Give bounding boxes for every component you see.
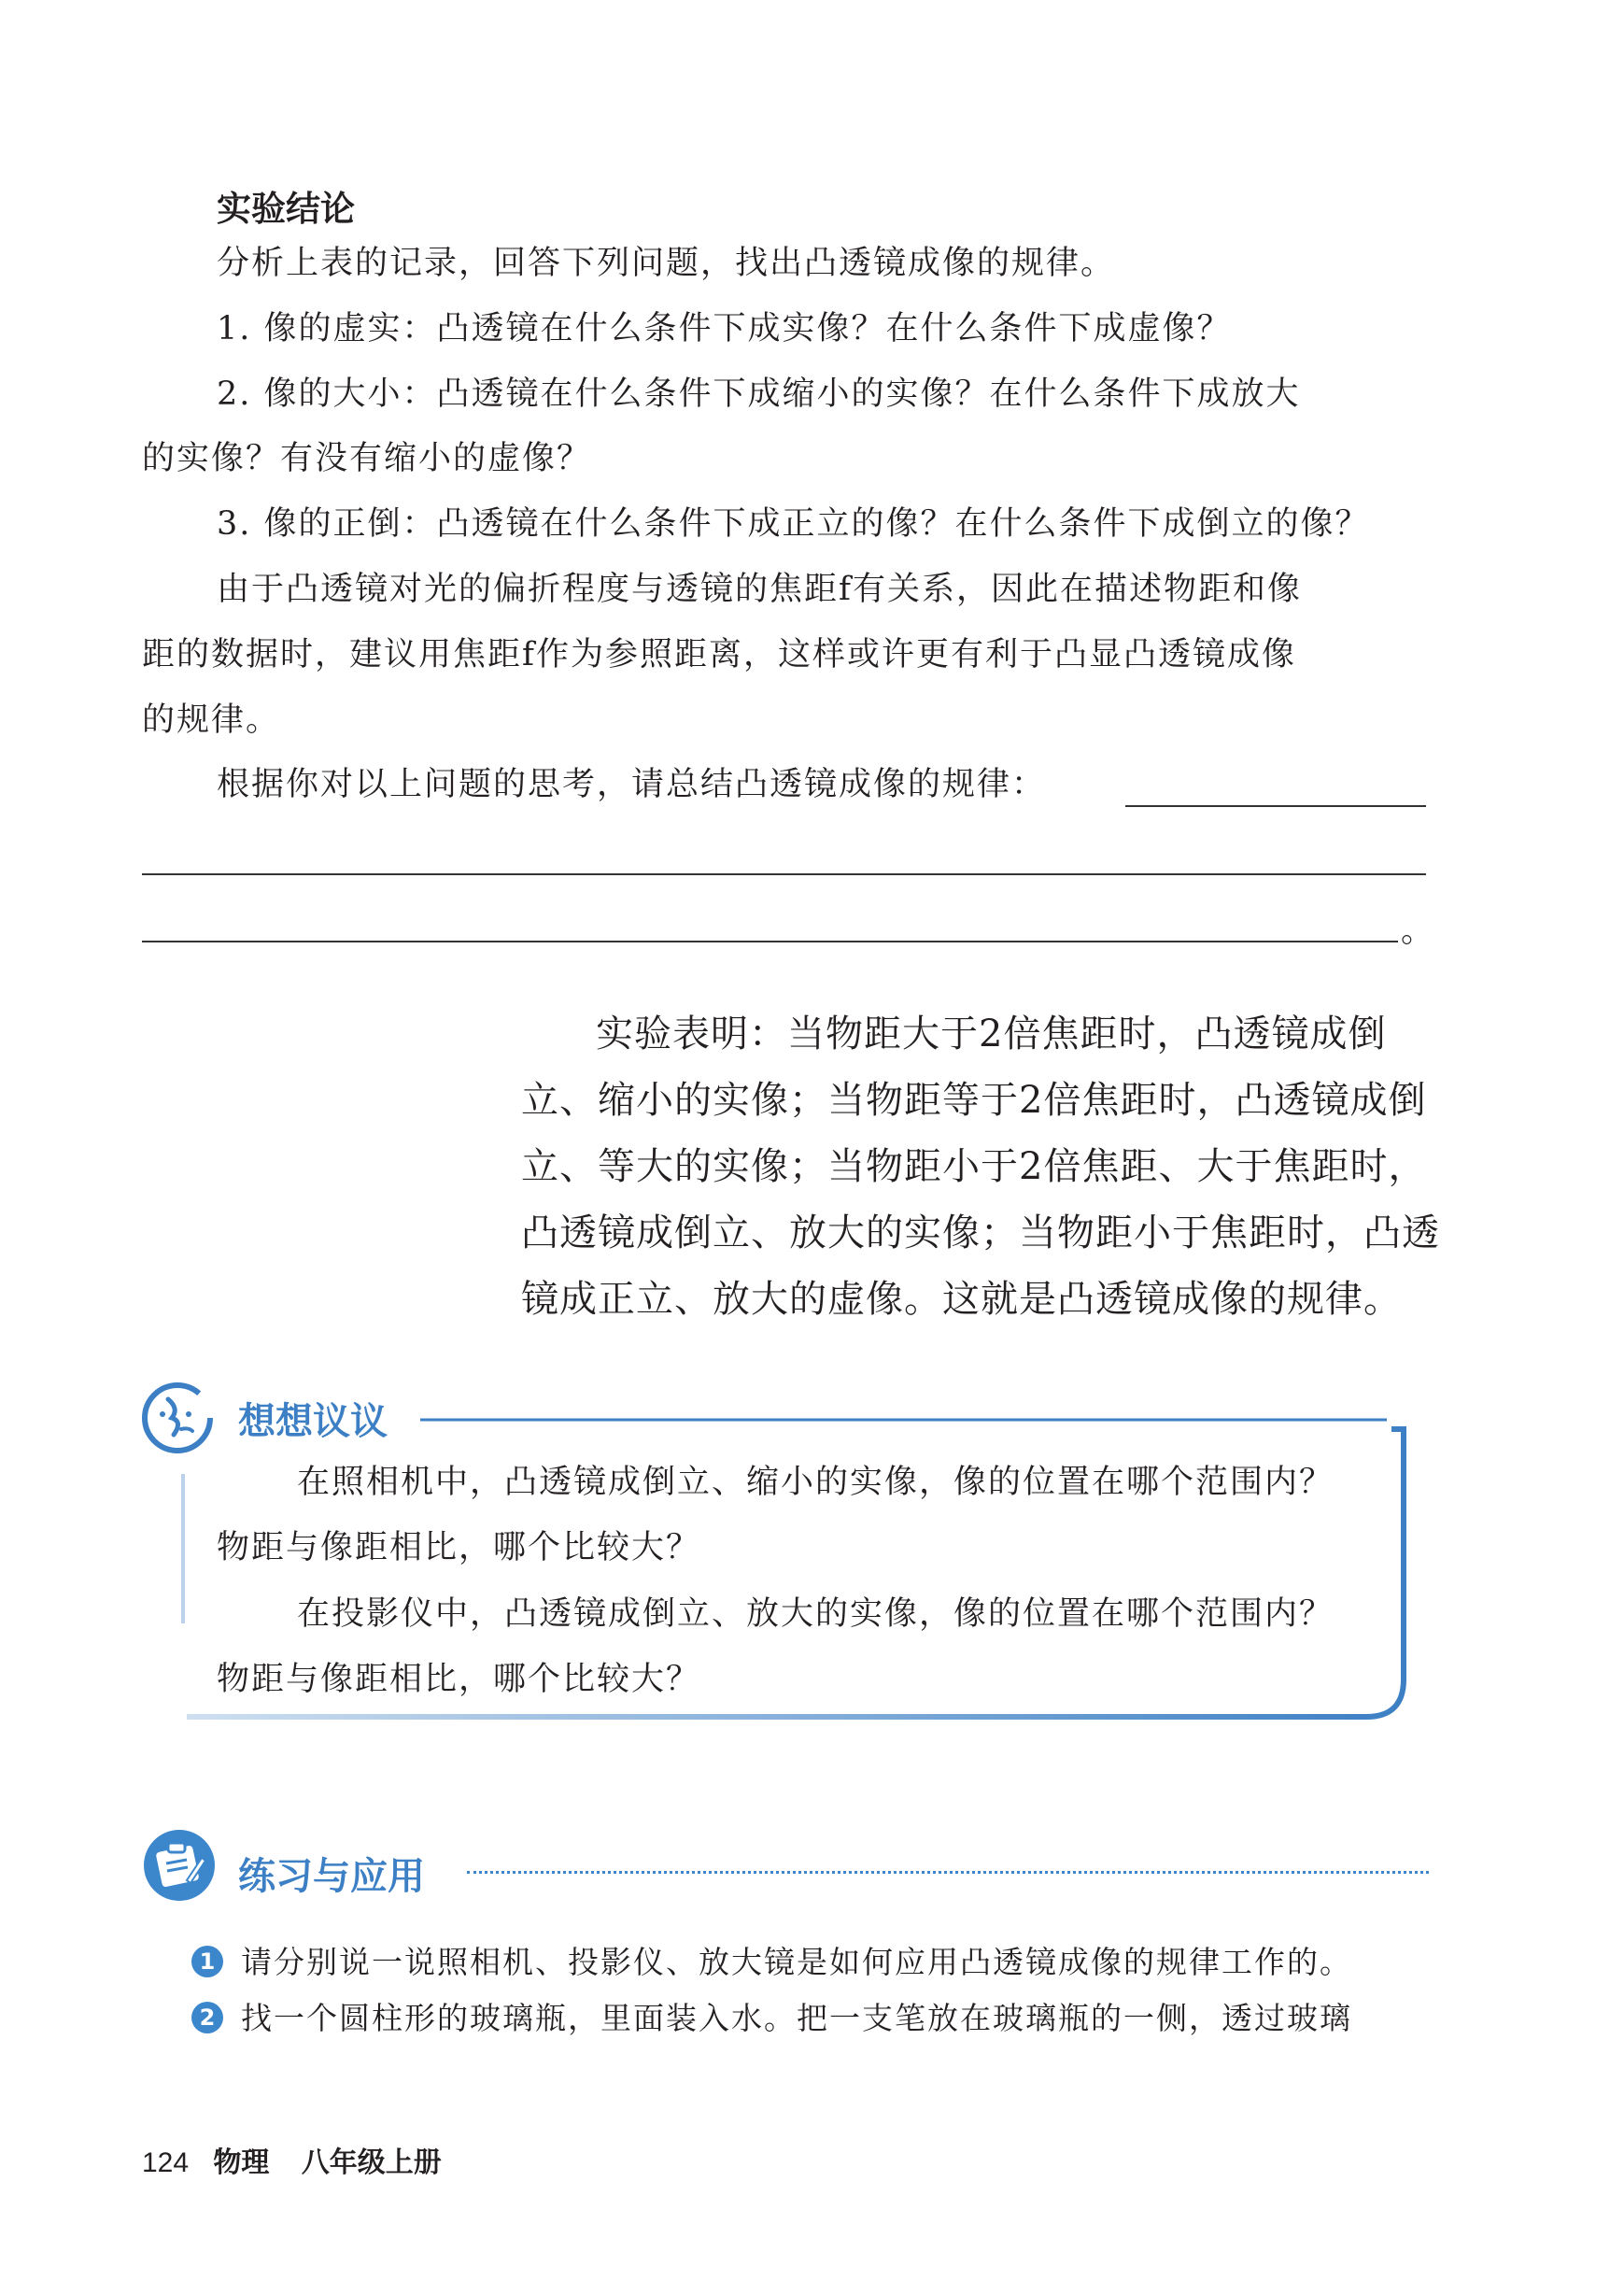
question-3: 3. 像的正倒：凸透镜在什么条件下成正立的像？在什么条件下成倒立的像？	[217, 505, 1370, 543]
footer-subject: 物理	[213, 2147, 270, 2178]
conclusion-line-1: 实验表明：当物距大于2倍焦距时，凸透镜成倒	[596, 1013, 1387, 1055]
exercise-1-number: 1	[191, 1946, 223, 1977]
answer-line-2[interactable]	[142, 873, 1426, 875]
discussion-title: 想想议议	[238, 1400, 388, 1443]
exercise-2-text: 找一个圆柱形的玻璃瓶，里面装入水。把一支笔放在玻璃瓶的一侧，透过玻璃	[241, 2000, 1352, 2036]
exercises-divider	[467, 1871, 1429, 1874]
answer-line-3[interactable]	[142, 941, 1398, 942]
conclusion-line-3: 立、等大的实像；当物距小于2倍焦距、大于焦距时，	[521, 1145, 1427, 1188]
conclusion-line-4: 凸透镜成倒立、放大的实像；当物距小于焦距时，凸透	[521, 1211, 1440, 1254]
intro-text: 分析上表的记录，回答下列问题，找出凸透镜成像的规律。	[217, 245, 1116, 282]
discussion-line-2: 物距与像距相比，哪个比较大？	[217, 1529, 701, 1566]
discussion-line-4: 物距与像距相比，哪个比较大？	[217, 1661, 701, 1698]
answer-line-1[interactable]	[1125, 805, 1426, 807]
section-heading: 实验结论	[217, 189, 355, 229]
discussion-line-3: 在投影仪中，凸透镜成倒立、放大的实像，像的位置在哪个范围内？	[297, 1595, 1335, 1633]
exercises-title: 练习与应用	[238, 1855, 425, 1898]
summary-prompt: 根据你对以上问题的思考，请总结凸透镜成像的规律：	[217, 766, 1047, 803]
discussion-line-1: 在照相机中，凸透镜成倒立、缩小的实像，像的位置在哪个范围内？	[297, 1464, 1335, 1501]
thinking-face-icon	[140, 1381, 215, 1455]
page-number: 124	[142, 2147, 190, 2178]
clipboard-pencil-icon	[140, 1826, 219, 1905]
conclusion-line-5: 镜成正立、放大的虚像。这就是凸透镜成像的规律。	[521, 1278, 1402, 1321]
end-mark: 。	[1401, 913, 1436, 950]
exercise-2-number: 2	[191, 2002, 223, 2033]
note-line-3: 的规律。	[142, 701, 281, 739]
footer-book: 八年级上册	[301, 2147, 442, 2178]
question-2-line-1: 2. 像的大小：凸透镜在什么条件下成缩小的实像？在什么条件下成放大	[217, 375, 1301, 413]
question-1: 1. 像的虚实：凸透镜在什么条件下成实像？在什么条件下成虚像？	[217, 310, 1232, 347]
page-footer	[142, 2139, 442, 2180]
note-line-2: 距的数据时，建议用焦距f作为参照距离，这样或许更有利于凸显凸透镜成像	[142, 636, 1296, 673]
note-line-1: 由于凸透镜对光的偏折程度与透镜的焦距f有关系，因此在描述物距和像	[217, 571, 1302, 608]
question-2-line-2: 的实像？有没有缩小的虚像？	[142, 440, 592, 477]
conclusion-line-2: 立、缩小的实像；当物距等于2倍焦距时，凸透镜成倒	[521, 1079, 1427, 1122]
exercise-1-text: 请分别说一说照相机、投影仪、放大镜是如何应用凸透镜成像的规律工作的。	[241, 1944, 1352, 1980]
